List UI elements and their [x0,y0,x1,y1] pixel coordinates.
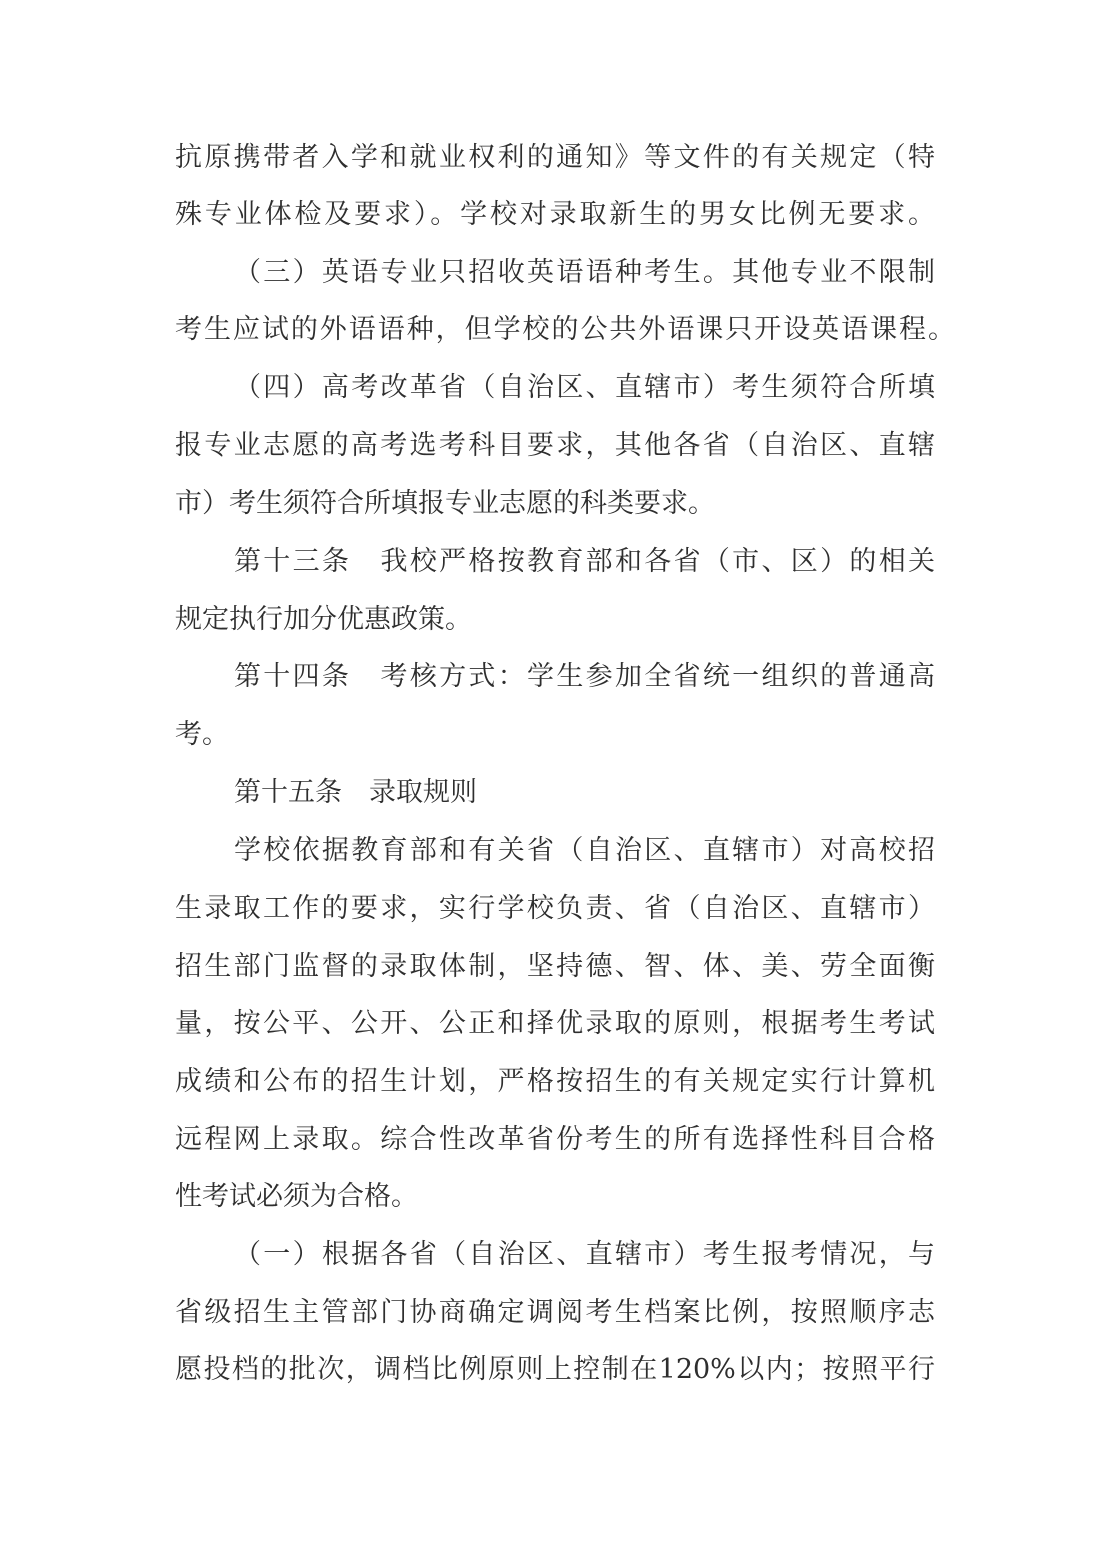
text-line: 市）考生须符合所填报专业志愿的科类要求。 [175,488,715,519]
text-line: 学校依据教育部和有关省（自治区、直辖市）对高校招 [234,835,935,866]
text-line: 远程网上录取。综合性改革省份考生的所有选择性科目合格 [175,1124,935,1155]
text-line: 报专业志愿的高考选考科目要求，其他各省（自治区、直辖 [175,430,935,461]
article-15-heading: 第十五条 录取规则 [234,777,477,808]
text-line: 量，按公平、公开、公正和择优录取的原则，根据考生考试 [175,1008,935,1039]
text-line: 抗原携带者入学和就业权利的通知》等文件的有关规定（特 [175,142,935,173]
text-line: 省级招生主管部门协商确定调阅考生档案比例，按照顺序志 [175,1297,935,1328]
text-line: 招生部门监督的录取体制，坚持德、智、体、美、劳全面衡 [175,951,935,982]
text-line: 规定执行加分优惠政策。 [175,604,472,635]
clause-1-heading-line: （一）根据各省（自治区、直辖市）考生报考情况，与 [234,1239,935,1270]
text-line: 考。 [175,719,229,750]
text-line: 考生应试的外语语种，但学校的公共外语课只开设英语课程。 [175,314,955,345]
clause-4-heading-line: （四）高考改革省（自治区、直辖市）考生须符合所填 [234,372,935,403]
text-line: 愿投档的批次，调档比例原则上控制在120%以内；按照平行 [175,1354,935,1385]
text-line: 性考试必须为合格。 [175,1181,418,1212]
text-line: 成绩和公布的招生计划，严格按招生的有关规定实行计算机 [175,1066,935,1097]
article-14-line: 第十四条 考核方式：学生参加全省统一组织的普通高 [234,661,935,692]
text-line: 生录取工作的要求，实行学校负责、省（自治区、直辖市） [175,893,935,924]
clause-3-heading-line: （三）英语专业只招收英语语种考生。其他专业不限制 [234,257,935,288]
article-13-line: 第十三条 我校严格按教育部和各省（市、区）的相关 [234,546,935,577]
text-line: 殊专业体检及要求）。学校对录取新生的男女比例无要求。 [175,199,935,230]
